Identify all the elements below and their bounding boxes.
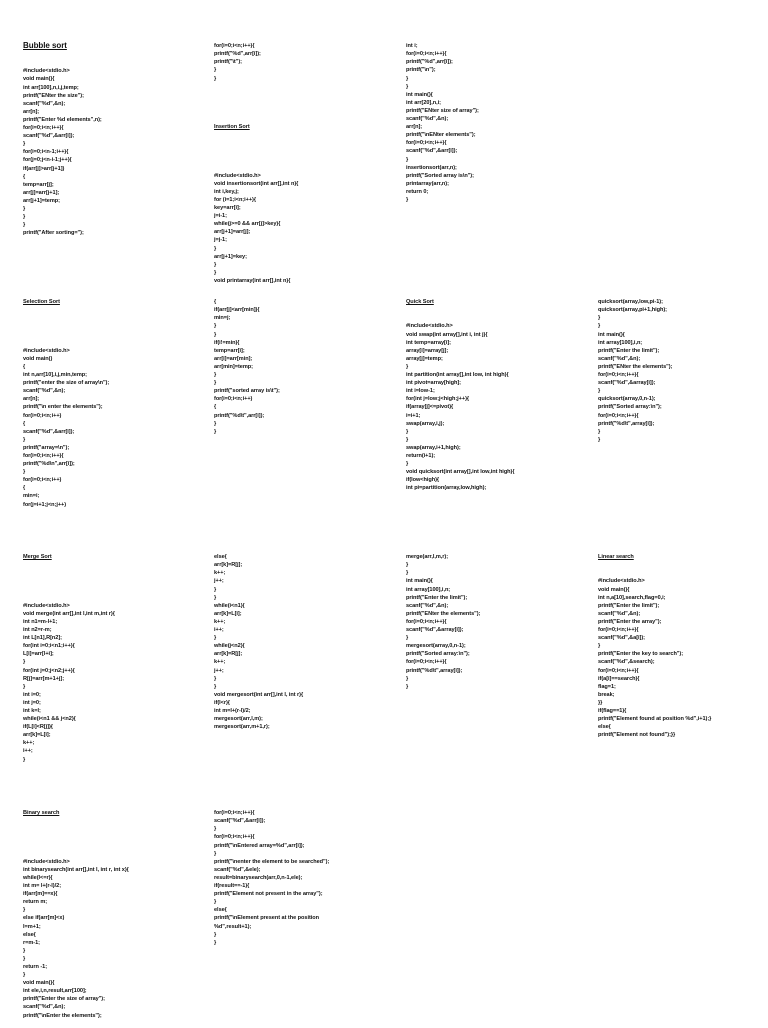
code-line: scanf("%d",&n); xyxy=(598,610,641,617)
code-line: while(j>=0 && arr[j]>key){ xyxy=(214,221,281,228)
code-line: scanf("%d",&ele); xyxy=(214,866,261,873)
code-line: } xyxy=(406,675,409,682)
code-line: for(i=0;i<n;i++) xyxy=(214,396,253,403)
binary-search-column-1 xyxy=(23,793,129,1028)
code-line: scanf("%d",&search); xyxy=(598,659,655,666)
code-line: quicksort(array,0,n-1); xyxy=(598,396,656,403)
code-line: printf("%d\n",arr[i]); xyxy=(23,461,75,468)
code-line: int L[n1],R[n2]; xyxy=(23,635,62,642)
code-line: } xyxy=(23,907,26,914)
code-line: arr[j+1]=arr[j]; xyxy=(214,229,251,236)
code-line: while(i<n1 && j<n2){ xyxy=(23,716,76,723)
code-line: } xyxy=(214,675,217,682)
code-line: temp=arr[i]; xyxy=(214,347,245,354)
code-line: #include<stdio.h> xyxy=(23,347,70,354)
code-line: printf("\t"); xyxy=(214,59,242,66)
code-line: r=m-1; xyxy=(23,939,40,946)
code-line: int partition(int array[],int low, int high){ xyxy=(406,372,509,379)
code-line: printf("After sorting="); xyxy=(23,230,84,237)
code-line: void quicksort(int array[],int low,int high){ xyxy=(406,469,515,476)
insertion-sort-column-3 xyxy=(406,26,479,212)
code-line: printf("\nENter elements"); xyxy=(406,132,476,139)
code-line: printf("Element not found");}} xyxy=(598,732,676,739)
code-line: int i=low-1; xyxy=(406,388,435,395)
merge-sort-column-1 xyxy=(23,537,115,772)
code-line: i=i+1; xyxy=(406,412,421,419)
code-line: for(i=0;i<n;i++){ xyxy=(598,372,639,379)
code-line: } xyxy=(406,635,409,642)
code-line: } xyxy=(214,899,217,906)
code-line: } xyxy=(214,420,217,427)
code-line: if(L[i]<R[j]){ xyxy=(23,724,53,731)
code-line: int pivot=array[high]; xyxy=(406,380,461,387)
code-line: for(i=0;i<n;i++){ xyxy=(406,140,447,147)
code-line: int n,arr[10],i,j,min,temp; xyxy=(23,372,87,379)
code-line: void mergesort(int arr[],int l, int r){ xyxy=(214,691,304,698)
code-line: { xyxy=(23,363,26,370)
code-line: return -1; xyxy=(23,963,48,970)
code-line: if(i!=min){ xyxy=(214,339,240,346)
binary-search-column-2 xyxy=(214,793,329,955)
code-line: scanf("%d",&n); xyxy=(406,116,449,123)
code-line: l=m+1; xyxy=(23,923,41,930)
code-line: int i,key,j; xyxy=(214,188,239,195)
code-line: } xyxy=(23,659,26,666)
code-line: arr[k]=R[j]; xyxy=(214,562,243,569)
code-line: else if(arr[m]<x) xyxy=(23,915,65,922)
code-line: printf("%d\t",array[i]); xyxy=(406,667,463,674)
code-line: arr[i]=arr[min]; xyxy=(214,355,253,362)
selection-sort-column-1 xyxy=(23,282,109,517)
code-line: j=j-1; xyxy=(214,237,227,244)
code-line: } xyxy=(23,141,26,148)
code-line: min=j; xyxy=(214,315,231,322)
code-line: for(i=0;i<n;i++){ xyxy=(406,659,447,666)
code-line: printf("\nEntered array=%d",arr[i]); xyxy=(214,842,305,849)
code-line: arr[k]=L[i]; xyxy=(214,610,242,617)
code-line: printf("%d",arr[i]); xyxy=(214,51,261,58)
code-line: } xyxy=(598,323,601,330)
quick-sort-column-3 xyxy=(406,282,515,501)
code-line: scanf("%d",&array[i]); xyxy=(598,380,656,387)
code-line: } xyxy=(214,380,217,387)
code-line: return(i+1); xyxy=(406,452,436,459)
code-line: } xyxy=(23,955,26,962)
code-line: arr[j]=arr[j+1]; xyxy=(23,189,60,196)
code-line: } xyxy=(214,261,217,268)
code-line: mergesort(array,0,n-1); xyxy=(406,643,466,650)
code-line: #include<stdio.h> xyxy=(406,323,453,330)
code-line: } xyxy=(214,931,217,938)
code-line: for(i=0;i<n;i++){ xyxy=(214,834,255,841)
quick-sort-title: Quick Sort xyxy=(406,299,434,306)
code-line: } xyxy=(406,436,409,443)
code-line: int array[100],i,n; xyxy=(598,339,643,346)
quick-sort-column-4 xyxy=(598,282,672,452)
code-line: int pi=partition(array,low,high); xyxy=(406,485,487,492)
code-line: i++; xyxy=(23,748,33,755)
code-line: for(i=0;i<n;i++){ xyxy=(406,51,447,58)
code-line: #include<stdio.h> xyxy=(598,578,645,585)
code-line: }} xyxy=(598,699,603,706)
code-line: } xyxy=(23,947,26,954)
code-line: } xyxy=(23,756,26,763)
code-line: insertionsort(arr,n); xyxy=(406,164,457,171)
code-line: temp=arr[j]; xyxy=(23,181,54,188)
code-line: } xyxy=(406,363,409,370)
code-line: arr[min]=temp; xyxy=(214,363,253,370)
code-line: scanf("%d",&n); xyxy=(23,100,66,107)
code-line: quicksort(array,low,pi-1); xyxy=(598,299,663,306)
code-line: arr[n]; xyxy=(23,396,40,403)
code-line: } xyxy=(214,372,217,379)
code-line: } xyxy=(406,461,409,468)
code-line: return m; xyxy=(23,899,48,906)
code-line: for(i=0;i<n;i++){ xyxy=(214,810,255,817)
code-line: } xyxy=(214,67,217,74)
code-line: } xyxy=(23,436,26,443)
code-line: for(int j=0;j<n2;j++){ xyxy=(23,667,75,674)
code-line: for(i=0;i<n;i++){ xyxy=(598,412,639,419)
code-line: } xyxy=(406,75,409,82)
code-line: arr[k]=R[j]; xyxy=(214,651,243,658)
code-line: printf("ENter the size"); xyxy=(23,92,84,99)
code-line: k++; xyxy=(23,740,35,747)
code-line: } xyxy=(214,428,217,435)
code-line: printf("Sorted array:\n"); xyxy=(598,404,662,411)
code-line: for(i=0;i<n-1;i++){ xyxy=(23,149,69,156)
code-line: min=i; xyxy=(23,493,40,500)
code-line: R[j]=arr[m+1+j]; xyxy=(23,675,65,682)
code-line: } xyxy=(214,331,217,338)
code-line: int temp=array[i]; xyxy=(406,339,451,346)
code-line: printf("Enter the limit"); xyxy=(598,347,660,354)
code-line: int main(){ xyxy=(598,331,625,338)
code-line: merge(arr,l,m,r); xyxy=(406,554,449,561)
code-line: void main(){ xyxy=(23,76,55,83)
code-line: if(low<high){ xyxy=(406,477,440,484)
code-line: scanf("%d",&n); xyxy=(406,602,449,609)
code-line: for(i=0;i<n;i++){ xyxy=(23,452,64,459)
code-line: if(arr[j]<arr[min]){ xyxy=(214,307,260,314)
code-line: int arr[20],n,i; xyxy=(406,99,441,106)
code-line: { xyxy=(23,485,26,492)
code-line: printf("Sorted array:\n"); xyxy=(406,651,470,658)
code-line: array[i]=array[j]; xyxy=(406,347,449,354)
code-line: else{ xyxy=(23,931,36,938)
code-line: int i=0; xyxy=(23,691,41,698)
code-line: #include<stdio.h> xyxy=(23,602,70,609)
code-line: printf("Sorted array is\n"); xyxy=(406,172,474,179)
code-line: } xyxy=(598,643,601,650)
code-line: if(flag==1){ xyxy=(598,707,627,714)
code-line: if(a[i]==search){ xyxy=(598,675,640,682)
code-line: printf("enter the size of array\n"); xyxy=(23,380,110,387)
insertion-sort-title: Insertion Sort xyxy=(214,124,250,131)
code-line: while(i<n1){ xyxy=(214,602,245,609)
code-line: int ele,i,n,result,arr[100]; xyxy=(23,988,87,995)
code-line: arr[k]=L[i]; xyxy=(23,732,51,739)
code-line: void main(){ xyxy=(598,586,630,593)
code-line: } xyxy=(406,562,409,569)
code-line: { xyxy=(23,173,26,180)
code-line: arr[j+1]=temp; xyxy=(23,197,60,204)
code-line: printf("Enter the limit"); xyxy=(406,594,468,601)
merge-sort-column-2 xyxy=(214,537,303,739)
code-line: else{ xyxy=(214,907,227,914)
code-line: if(arr[j]>arr[j+1]) xyxy=(23,165,65,172)
code-line: int main(){ xyxy=(406,578,433,585)
code-line: break; xyxy=(598,691,615,698)
code-line: scanf("%d",&n); xyxy=(598,355,641,362)
code-line: printf("%d\t",arr[i]); xyxy=(214,412,265,419)
code-line: } xyxy=(598,428,601,435)
code-line: void main(){ xyxy=(23,980,55,987)
code-line: #include<stdio.h> xyxy=(23,858,70,865)
code-line: array[j]=temp; xyxy=(406,355,443,362)
binary-search-title: Binary search xyxy=(23,810,60,817)
code-line: } xyxy=(214,635,217,642)
code-line: swap(array,i+1,high); xyxy=(406,444,461,451)
code-line: printf("ENter the elements"); xyxy=(598,363,673,370)
code-line: } xyxy=(214,939,217,946)
bubble-insertion-column-2 xyxy=(214,26,298,293)
code-line: for(j=i+1;j<n;j++) xyxy=(23,501,67,508)
code-line: int m=l+(r-l)/2; xyxy=(214,707,251,714)
bubble-sort-column-1 xyxy=(23,25,102,245)
code-line: printf("Enter the key to search"); xyxy=(598,651,684,658)
code-line: scanf("%d",&arr[i]); xyxy=(23,428,75,435)
code-line: flag=1; xyxy=(598,683,616,690)
code-line: #include<stdio.h> xyxy=(214,172,261,179)
code-line: int n1=m-l+1; xyxy=(23,618,58,625)
code-line: printf("\nEnter the elements"); xyxy=(23,1012,102,1019)
code-line: printf("sorted array is\t"); xyxy=(214,388,280,395)
code-line: printf("ENter size of array"); xyxy=(406,107,479,114)
code-line: int n,a[10],search,flag=0,i; xyxy=(598,594,666,601)
code-line: } xyxy=(23,972,26,979)
code-line: int m= l+(r-l)/2; xyxy=(23,883,62,890)
code-line: else{ xyxy=(214,554,227,561)
code-line: arr[n]; xyxy=(406,124,423,131)
code-line: printf("%d\t",array[i]); xyxy=(598,420,655,427)
code-line: printf("Enter the size of array"); xyxy=(23,996,105,1003)
code-line: for(j=0;j<n-i-1;j++){ xyxy=(23,157,72,164)
code-line: } xyxy=(23,214,26,221)
code-line: scanf("%d",&a[i]); xyxy=(598,635,645,642)
code-line: { xyxy=(214,299,217,306)
code-line: int n2=r-m; xyxy=(23,627,52,634)
code-line: for(i=0;i<n;i++){ xyxy=(598,627,639,634)
code-line: else{ xyxy=(598,724,611,731)
code-line: %d",result+1); xyxy=(214,923,252,930)
code-line: arr[n]; xyxy=(23,108,40,115)
code-line: { xyxy=(214,404,217,411)
code-line: if(array[j]<=pivot){ xyxy=(406,404,454,411)
linear-search-title: Linear search xyxy=(598,554,634,561)
code-line: scanf("%d",&arr[i]); xyxy=(23,133,75,140)
selection-sort-title: Selection Sort xyxy=(23,299,60,306)
code-line: } xyxy=(214,683,217,690)
code-line: j=i-1; xyxy=(214,213,227,220)
code-line: j++; xyxy=(214,667,224,674)
code-line: scanf("%d",&arr[i]); xyxy=(406,148,458,155)
merge-sort-title: Merge Sort xyxy=(23,554,52,561)
code-line: int k=l; xyxy=(23,707,41,714)
code-line: } xyxy=(406,156,409,163)
code-line: printf("\n enter the elements"); xyxy=(23,404,103,411)
code-line: mergesort(arr,m+1,r); xyxy=(214,724,270,731)
code-line: i++; xyxy=(214,627,224,634)
code-line: printarray(arr,n); xyxy=(406,180,449,187)
code-line: } xyxy=(214,586,217,593)
code-line: } xyxy=(23,469,26,476)
code-line: printf("array=\n"); xyxy=(23,444,70,451)
code-line: } xyxy=(214,323,217,330)
code-line: } xyxy=(214,594,217,601)
code-line: } xyxy=(406,570,409,577)
code-line: if(l<r){ xyxy=(214,699,230,706)
code-line: quicksort(array,pi+1,high); xyxy=(598,307,667,314)
code-line: for(int i=0;i<n1;i++){ xyxy=(23,643,75,650)
code-line: mergesort(arr,l,m); xyxy=(214,716,263,723)
code-line: printf("Element found at position %d",i+1);} xyxy=(598,716,712,723)
bubble-sort-title: Bubble sort xyxy=(23,41,67,51)
code-line: } xyxy=(214,850,217,857)
code-line: printf("Enter the limit"); xyxy=(598,602,660,609)
linear-search-column-4 xyxy=(598,537,711,747)
code-line: scanf("%d",&arr[i]); xyxy=(214,818,266,825)
code-line: for(i=0;i<n;i++){ xyxy=(598,667,639,674)
code-line: void swap(int array[],int i, int j){ xyxy=(406,331,488,338)
code-line: void insertionsort(int arr[],int n){ xyxy=(214,180,299,187)
code-line: swap(array,i,j); xyxy=(406,420,445,427)
code-line: for(i=0;i<n;i++){ xyxy=(406,618,447,625)
code-line: } xyxy=(406,428,409,435)
code-line: } xyxy=(23,222,26,229)
code-line: void printarray(int arr[],int n){ xyxy=(214,277,291,284)
code-line: } xyxy=(406,196,409,203)
code-line: int arr[100],n,i,j,temp; xyxy=(23,84,79,91)
code-line: printf("%d",arr[i]); xyxy=(406,59,453,66)
code-line: result=binarysearch(arr,0,n-1,ele); xyxy=(214,874,303,881)
code-line: } xyxy=(214,826,217,833)
code-line: k++; xyxy=(214,618,226,625)
code-line: while(l<=r){ xyxy=(23,874,53,881)
code-line: } xyxy=(214,269,217,276)
code-line: scanf("%d",&n); xyxy=(23,388,66,395)
code-line: void merge(int arr[],int l,int m,int r){ xyxy=(23,610,115,617)
code-line: } xyxy=(598,388,601,395)
code-line: } xyxy=(23,205,26,212)
code-line: int main(){ xyxy=(406,91,433,98)
code-line: for(i=0;i<n;i++){ xyxy=(214,43,255,50)
code-line: arr[j+1]=key; xyxy=(214,253,247,260)
code-line: L[i]=arr[l+i]; xyxy=(23,651,54,658)
code-line: printf("\n"); xyxy=(406,67,436,74)
code-line: printf("Enter the array"); xyxy=(598,618,662,625)
code-line: k++; xyxy=(214,570,226,577)
code-line: { xyxy=(23,420,26,427)
code-line: for(int j=low;j<high;j++){ xyxy=(406,396,470,403)
code-line: int i; xyxy=(406,43,418,50)
code-line: } xyxy=(214,245,217,252)
code-line: } xyxy=(598,436,601,443)
code-line: } xyxy=(23,683,26,690)
code-line: key=arr[i]; xyxy=(214,205,241,212)
merge-sort-column-3 xyxy=(406,537,480,699)
code-line: if(arr[m]==x){ xyxy=(23,891,58,898)
code-line: } xyxy=(406,83,409,90)
code-line: #include<stdio.h> xyxy=(23,68,70,75)
code-line: return 0; xyxy=(406,188,429,195)
code-line: int j=0; xyxy=(23,699,41,706)
code-line: int array[100],i,n; xyxy=(406,586,451,593)
code-line: printf("\nElement present at the position xyxy=(214,915,320,922)
code-line: scanf("%d",&n); xyxy=(23,1004,66,1011)
code-line: for(i=0;i<n;i++) xyxy=(23,412,62,419)
code-line: printf("Element not present in the array"); xyxy=(214,891,323,898)
code-line: for(i=0;i<n;i++) xyxy=(23,477,62,484)
code-line: } xyxy=(214,75,217,82)
code-line: for(i=0;i<n;i++){ xyxy=(23,125,64,132)
code-line: for (i=1;i<n;i++){ xyxy=(214,196,256,203)
code-line: if(result==-1){ xyxy=(214,883,250,890)
code-line: } xyxy=(406,683,409,690)
code-line: printf("\nenter the element to be searched"); xyxy=(214,858,330,865)
code-line: void main() xyxy=(23,355,53,362)
code-line: k++; xyxy=(214,659,226,666)
code-line: j++; xyxy=(214,578,224,585)
code-line: } xyxy=(598,315,601,322)
code-line: printf("Enter %d elements",n); xyxy=(23,116,102,123)
code-line: printf("ENter the elements"); xyxy=(406,610,481,617)
code-line: while(j<n2){ xyxy=(214,643,245,650)
code-line: int binarysearch(int arr[],int l, int r, int x){ xyxy=(23,866,129,873)
code-line: scanf("%d",&array[i]); xyxy=(406,627,464,634)
selection-sort-column-2 xyxy=(214,282,280,444)
